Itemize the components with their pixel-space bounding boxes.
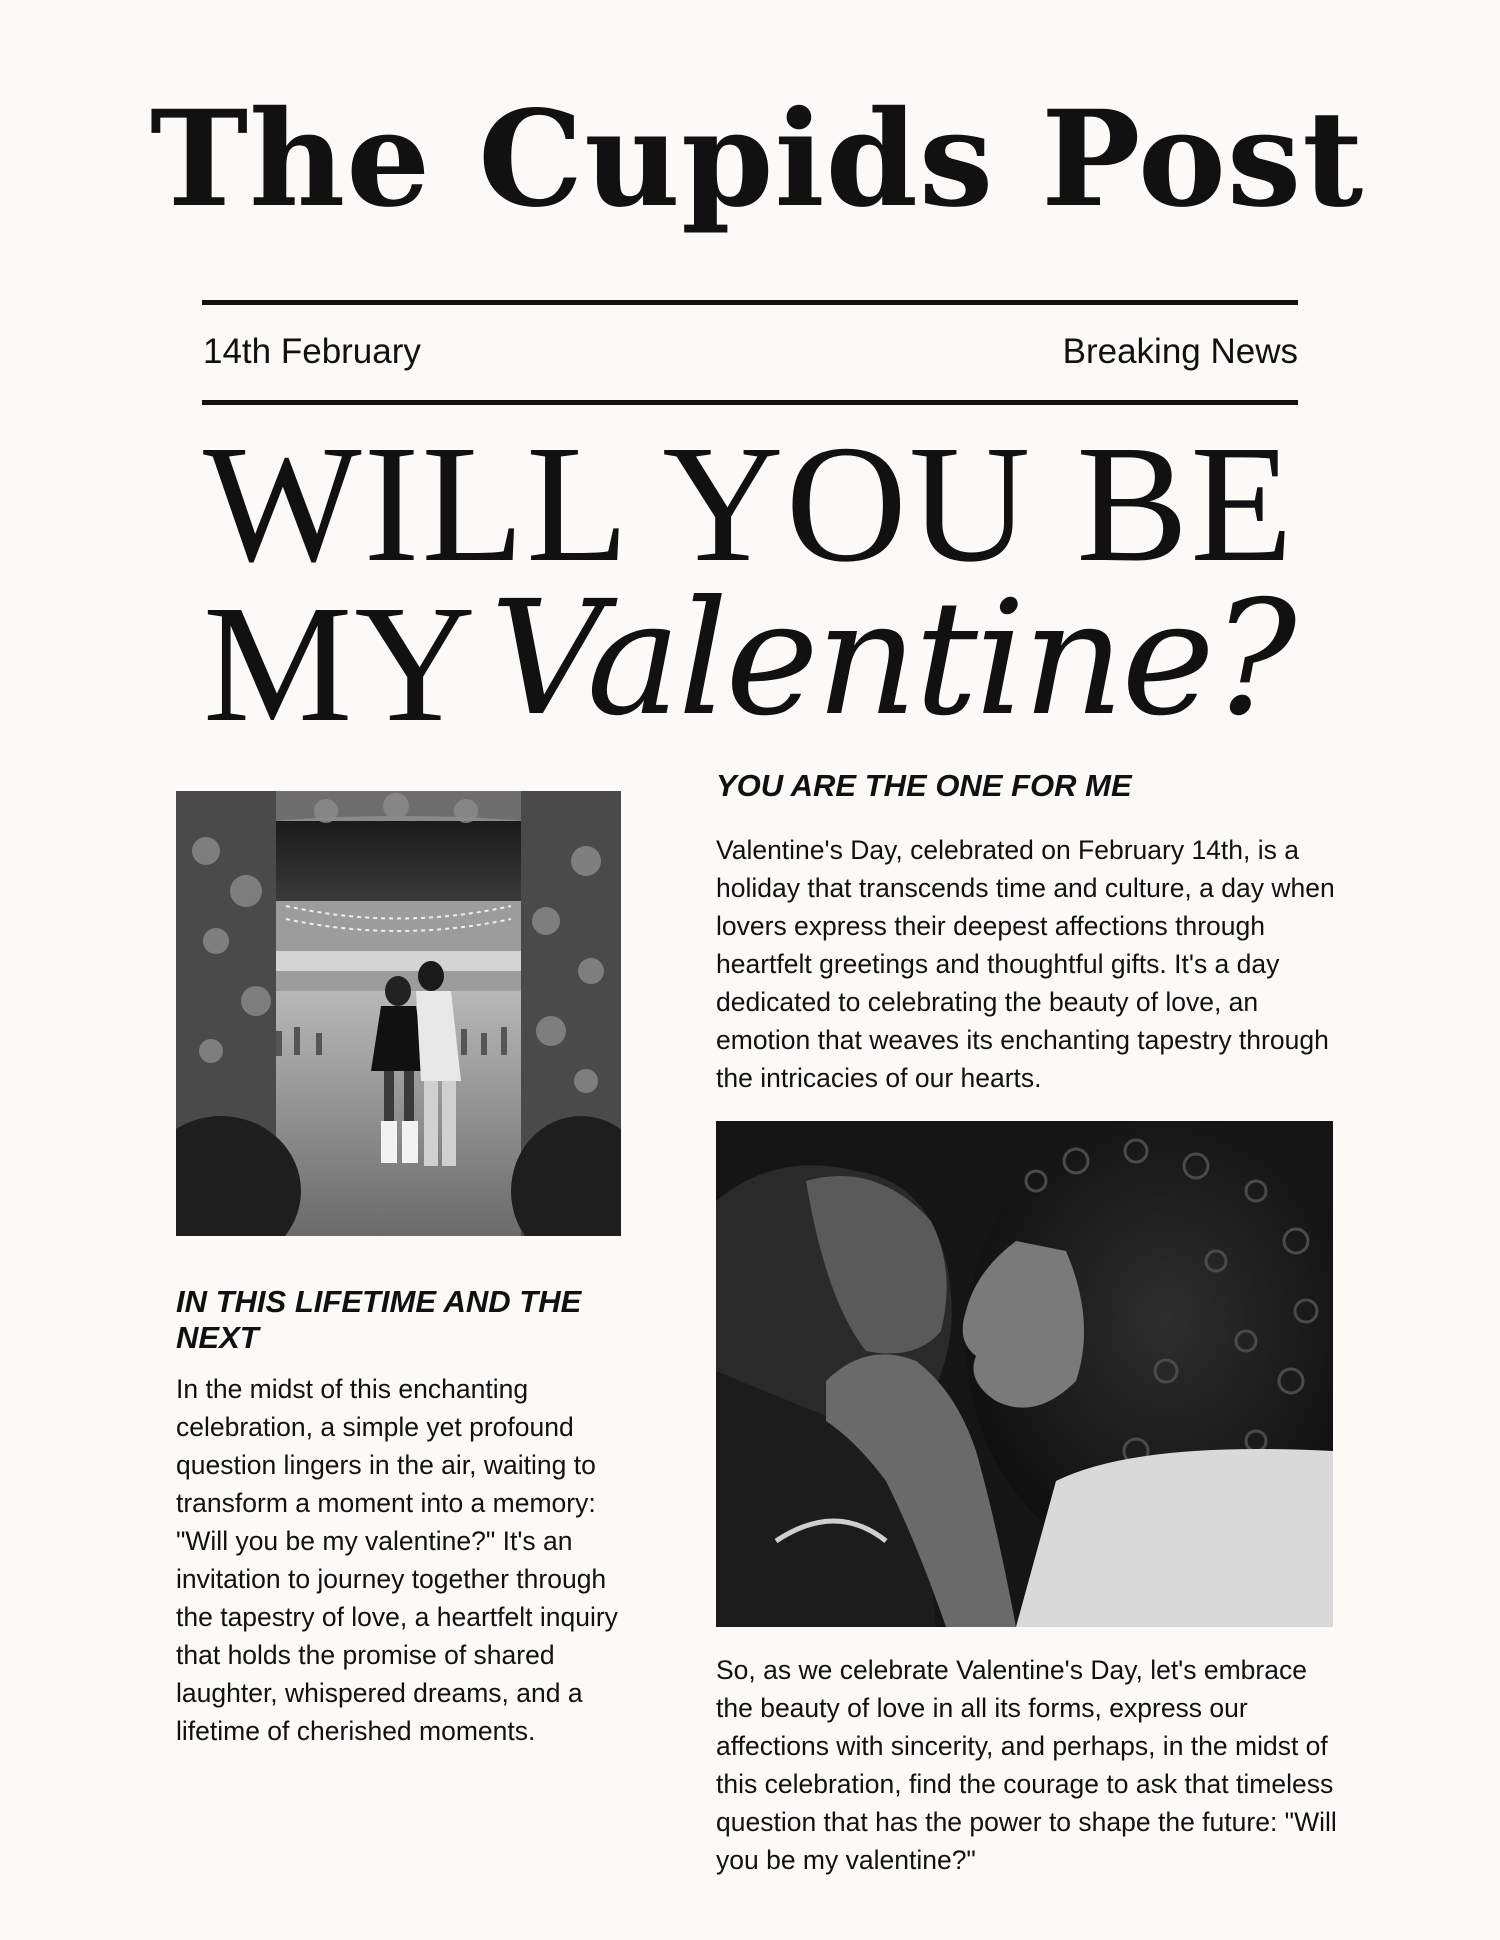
top-divider: [202, 300, 1298, 305]
headline-line-2: MY: [203, 571, 478, 757]
issue-date: 14th February: [203, 332, 421, 371]
couple-kiss-photo: [716, 1121, 1333, 1627]
article-left-paragraph: In the midst of this enchanting celebration, a simple yet profound question lingers in the air, waiting to transform a moment into a memory: "Will you be my valentine?" It's an invitation to journey together through the tapestry of love, a heartfelt inquiry that holds the promise of shared laughter, whispered dreams, and a lifetime of cherished moments.: [176, 1374, 618, 1746]
masthead-title: The Cupids Post: [150, 82, 1365, 237]
article-left-heading: IN THIS LIFETIME AND THE NEXT: [176, 1284, 582, 1355]
headline-line-1: WILL YOU BE: [203, 411, 1295, 597]
article-right-heading: YOU ARE THE ONE FOR ME: [716, 768, 1132, 803]
couple-arch-photo: [176, 791, 621, 1236]
closing-paragraph: So, as we celebrate Valentine's Day, let's embrace the beauty of love in all its forms, express our affections with sincerity, and perhaps, in the midst of this celebration, find the courage to ask that timeless question that has the power to shape the future: "Will you be my valentine?": [716, 1655, 1337, 1875]
article-right-paragraph: Valentine's Day, celebrated on February 14th, is a holiday that transcends time and culture, a day when lovers express their deepest affections through heartfelt greetings and thoughtful gifts. It's a day dedicated to celebrating the beauty of love, an emotion that weaves its enchanting tapestry through the intricacies of our hearts.: [716, 835, 1335, 1093]
headline-script-word: Valentine?: [490, 567, 1294, 751]
breaking-news-label: Breaking News: [1062, 332, 1298, 371]
bottom-divider: [202, 400, 1298, 405]
